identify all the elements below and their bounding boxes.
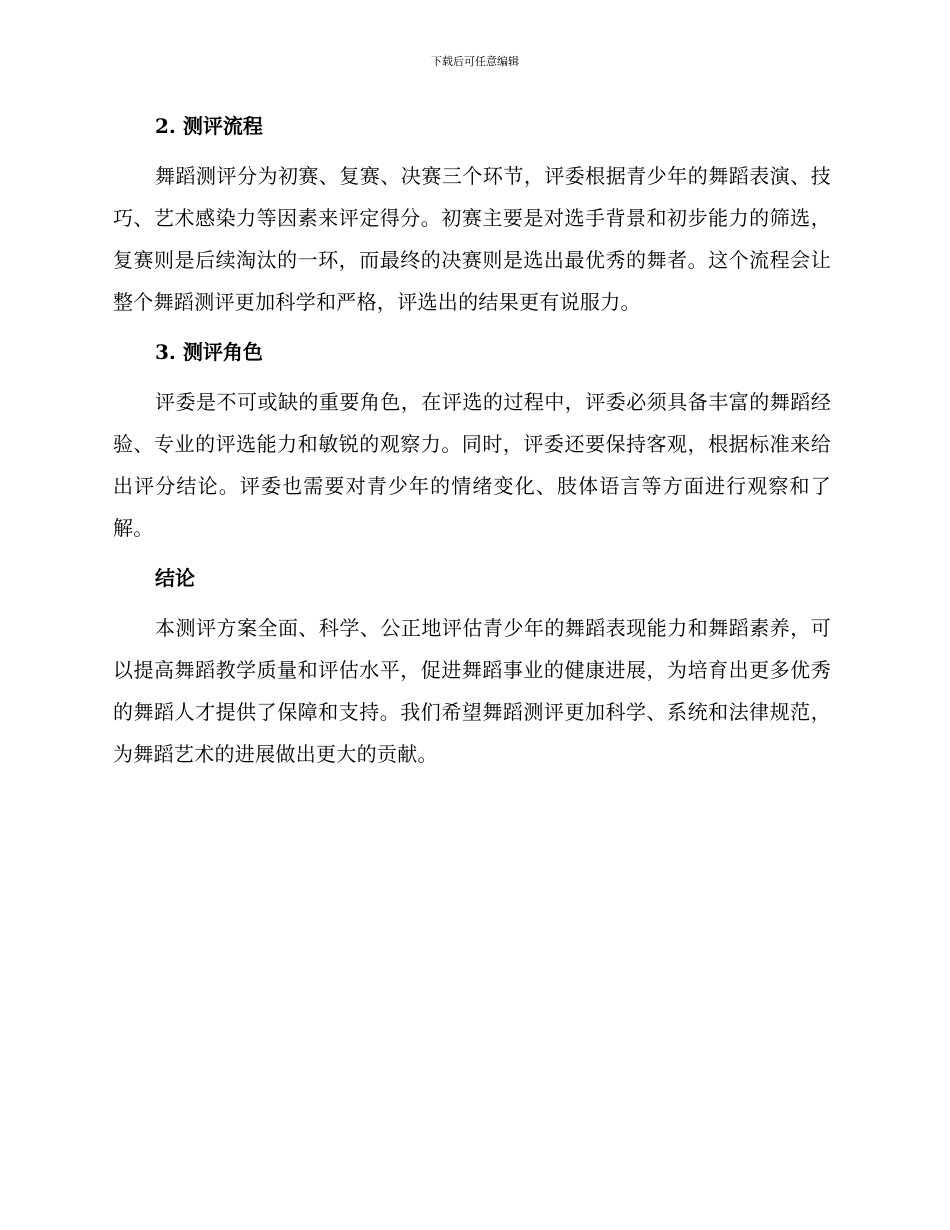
section-heading-conclusion: 结论 <box>155 566 195 590</box>
section-paragraph-conclusion: 本测评方案全面、科学、公正地评估青少年的舞蹈表现能力和舞蹈素养，可以提高舞蹈教学质量和评估水平，促进舞蹈事业的健康进展，为培育出更多优秀的舞蹈人才提供了保障和支持。我们希望舞蹈测评更加科学、系统和法律规范，为舞蹈艺术的进展做出更大的贡献。 <box>113 616 831 766</box>
document-body <box>113 105 831 783</box>
section-heading-process: 2. 测评流程 <box>155 114 263 138</box>
section-heading-roles: 3. 测评角色 <box>155 340 263 364</box>
section-paragraph-roles: 评委是不可或缺的重要角色，在评选的过程中，评委必须具备丰富的舞蹈经验、专业的评选能力和敏锐的观察力。同时，评委还要保持客观，根据标准来给出评分结论。评委也需要对青少年的情绪变化、肢体语言等方面进行观察和了解。 <box>113 390 831 540</box>
page-header: 下载后可任意编辑 <box>431 55 519 68</box>
section-paragraph-process: 舞蹈测评分为初赛、复赛、决赛三个环节，评委根据青少年的舞蹈表演、技巧、艺术感染力等因素来评定得分。初赛主要是对选手背景和初步能力的筛选，复赛则是后续淘汰的一环，而最终的决赛则是选出最优秀的舞者。这个流程会让整个舞蹈测评更加科学和严格，评选出的结果更有说服力。 <box>113 164 831 314</box>
